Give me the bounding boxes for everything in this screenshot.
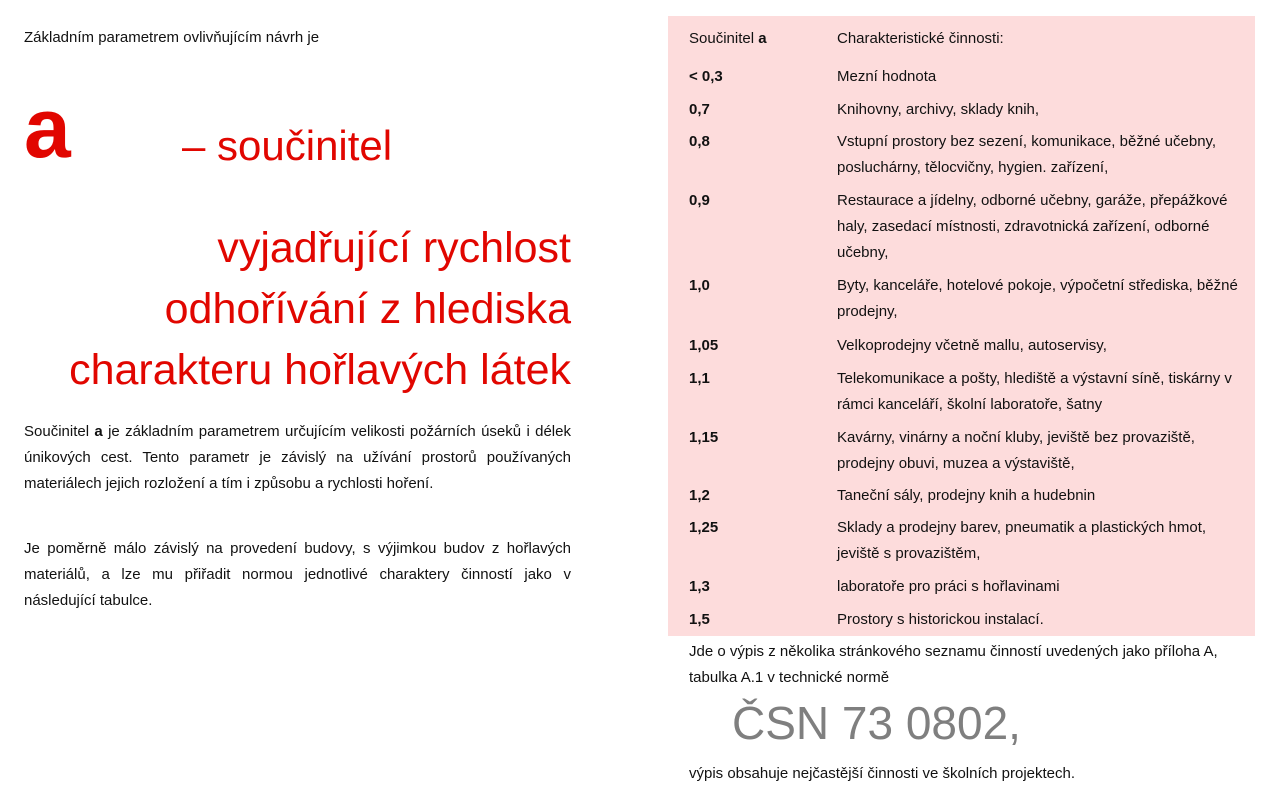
activity-text: Telekomunikace a pošty, hlediště a výstavní síně, tiskárny v rámci kanceláří, školní laboratoře, šatny (837, 370, 1232, 413)
coefficient-value: 0,9 (689, 192, 710, 209)
coefficient-value: 1,05 (689, 337, 719, 354)
red-heading-line: vyjadřující rychlost (217, 224, 571, 272)
red-heading-line: charakteru hořlavých látek (69, 346, 571, 394)
paragraph-1 (24, 419, 571, 497)
header-coefficient-label: Součinitel (689, 30, 759, 47)
activity-text: Velkoprodejny včetně mallu, autoservisy, (837, 337, 1107, 354)
activity-text: Restaurace a jídelny, odborné učebny, garáže, přepážkové haly, zasedací místnosti, zdravotnická zařízení, odborné učebny, (837, 192, 1228, 261)
red-heading-line: odhořívání z hlediska (164, 285, 571, 333)
paragraph-1-rest: je základním parametrem určujícím velikosti požárních úseků i délek únikových cest. Tento parametr je závislý na užívání prostorů používaných materiálech jejich rozložení a tím i způsobu a rychlosti hoření. (24, 423, 571, 492)
activity-text: Byty, kanceláře, hotelové pokoje, výpočetní střediska, běžné prodejny, (837, 277, 1238, 320)
table-header-activities: Charakteristické činnosti: (837, 30, 1004, 47)
coefficient-value: < 0,3 (689, 68, 723, 85)
activity-text: Taneční sály, prodejny knih a hudebnin (837, 487, 1096, 504)
coefficient-value: 0,8 (689, 133, 710, 150)
coefficient-value: 1,15 (689, 429, 719, 446)
table-header-coefficient (689, 30, 767, 47)
source-note: Jde o výpis z několika stránkového seznamu činností uvedených jako příloha A, tabulka A.1 v technické normě (689, 643, 1218, 686)
header-coefficient-symbol: a (758, 30, 767, 47)
activity-text: Knihovny, archivy, sklady knih, (837, 101, 1040, 118)
coefficient-value: 1,3 (689, 578, 710, 595)
footer-note: výpis obsahuje nejčastější činnosti ve školních projektech. (689, 765, 1076, 782)
standard-code: ČSN 73 0802, (732, 697, 1021, 749)
coefficient-value: 1,25 (689, 519, 719, 536)
activity-text: Kavárny, vinárny a noční kluby, jeviště bez provaziště, prodejny obuvi, muzea a výstaviště, (837, 429, 1195, 472)
coefficient-value: 1,5 (689, 611, 710, 628)
activity-text: Sklady a prodejny barev, pneumatik a plastických hmot, jeviště s provazištěm, (837, 519, 1207, 562)
intro-text: Základním parametrem ovlivňujícím návrh je (24, 29, 320, 46)
paragraph-1-start: Součinitel (24, 423, 95, 440)
coefficient-value: 0,7 (689, 101, 710, 118)
red-heading (0, 218, 571, 401)
coefficient-value: 1,1 (689, 370, 710, 387)
big-letter-a: a (24, 81, 71, 175)
paragraph-1-bold: a (94, 423, 103, 440)
coefficient-value: 1,2 (689, 487, 710, 504)
coefficient-label: – součinitel (182, 122, 393, 169)
paragraph-2: Je poměrně málo závislý na provedení budovy, s výjimkou budov z hořlavých materiálů, a lze mu přiřadit normou jednotlivé charaktery činností jako v následující tabulce. (24, 540, 571, 609)
activity-text: Mezní hodnota (837, 68, 937, 85)
coefficient-value: 1,0 (689, 277, 710, 294)
activity-text: Vstupní prostory bez sezení, komunikace, běžné učebny, posluchárny, tělocvičny, hygien. zařízení, (837, 133, 1217, 176)
activity-text: Prostory s historickou instalací. (837, 611, 1044, 628)
activity-text: laboratoře pro práci s hořlavinami (837, 578, 1060, 595)
